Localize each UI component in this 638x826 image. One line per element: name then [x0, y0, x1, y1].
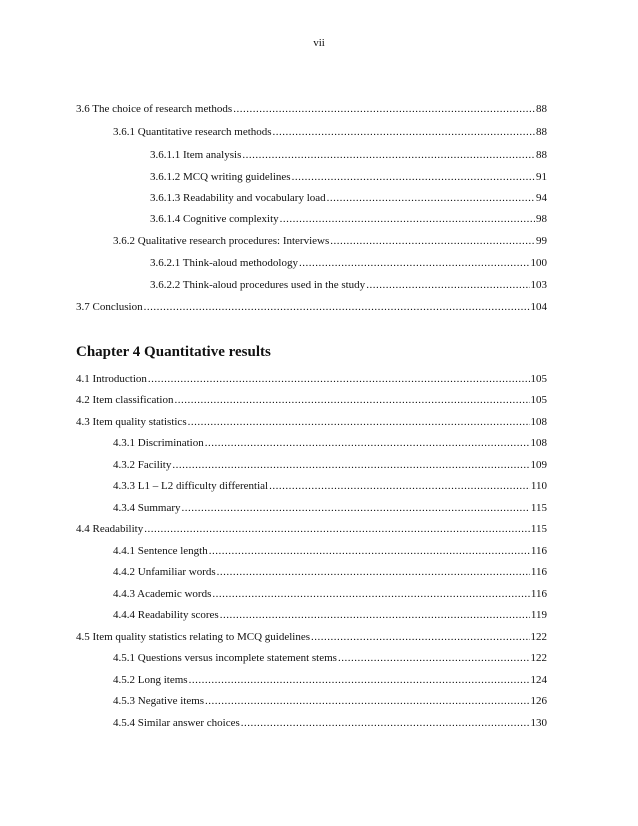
toc-entry-label: 4.4.3 Academic words — [113, 588, 212, 600]
toc-entry[interactable] — [113, 125, 547, 139]
toc-entry-label: 4.4.4 Readability scores — [113, 609, 219, 621]
toc-entry-page: 88 — [536, 149, 547, 161]
dot-leader — [217, 565, 530, 579]
toc-entry[interactable] — [113, 608, 547, 622]
toc-entry-page: 88 — [536, 126, 547, 138]
toc-entry-page: 108 — [530, 416, 547, 428]
dot-leader — [144, 522, 530, 536]
toc-entry[interactable] — [150, 212, 547, 226]
toc-entry-label: 4.5.1 Questions versus incomplete statement stems — [113, 652, 337, 664]
toc-entry[interactable] — [76, 372, 547, 386]
toc-entry-page: 104 — [530, 301, 547, 313]
toc-entry-label: 3.6.2.2 Think-aloud procedures used in the study — [150, 279, 366, 291]
dot-leader — [242, 148, 535, 162]
toc-entry-label: 3.6.1.2 MCQ writing guidelines — [150, 171, 291, 183]
toc-entry-label: 3.6.1.4 Cognitive complexity — [150, 213, 279, 225]
dot-leader — [269, 479, 530, 493]
toc-entry-page: 124 — [530, 674, 547, 686]
dot-leader — [366, 278, 529, 292]
toc-entry[interactable] — [113, 479, 547, 493]
toc-entry-label: 4.3.1 Discrimination — [113, 437, 204, 449]
dot-leader — [273, 125, 535, 139]
toc-entry[interactable] — [150, 148, 547, 162]
toc-entry-label: 4.4 Readability — [76, 523, 144, 535]
toc-entry[interactable] — [76, 102, 547, 116]
dot-leader — [233, 102, 535, 116]
toc-entry-label: 3.7 Conclusion — [76, 301, 143, 313]
toc-entry[interactable] — [150, 191, 547, 205]
dot-leader — [220, 608, 530, 622]
toc-entry[interactable] — [113, 565, 547, 579]
dot-leader — [212, 587, 530, 601]
toc-entry-page: 91 — [536, 171, 547, 183]
toc-entry-page: 130 — [530, 717, 547, 729]
toc-entry[interactable] — [76, 522, 547, 536]
dot-leader — [174, 393, 529, 407]
dot-leader — [330, 234, 535, 248]
toc-entry[interactable] — [113, 716, 547, 730]
toc-entry[interactable] — [76, 300, 547, 314]
toc-entry[interactable] — [113, 544, 547, 558]
toc-entry-label: 4.5.4 Similar answer choices — [113, 717, 240, 729]
toc-entry-label: 4.2 Item classification — [76, 394, 174, 406]
toc-entry[interactable] — [113, 436, 547, 450]
toc-entry[interactable] — [150, 170, 547, 184]
toc-entry-label: 3.6.1.3 Readability and vocabulary load — [150, 192, 326, 204]
toc-entry-label: 4.1 Introduction — [76, 373, 147, 385]
toc-entry-page: 126 — [530, 695, 547, 707]
toc-entry-label: 4.3 Item quality statistics — [76, 416, 187, 428]
toc-entry-page: 94 — [536, 192, 547, 204]
toc-entry-label: 4.4.2 Unfamiliar words — [113, 566, 216, 578]
dot-leader — [172, 458, 529, 472]
toc-entry[interactable] — [113, 673, 547, 687]
toc-entry-page: 99 — [536, 235, 547, 247]
toc-entry[interactable] — [113, 458, 547, 472]
toc-entry-page: 122 — [530, 652, 547, 664]
toc-entry-page: 98 — [536, 213, 547, 225]
toc-entry-page: 116 — [530, 545, 547, 557]
toc-entry[interactable] — [76, 630, 547, 644]
toc-entry-label: 3.6.2 Qualitative research procedures: Interviews — [113, 235, 330, 247]
toc-entry-label: 4.5.2 Long items — [113, 674, 188, 686]
toc-entry[interactable] — [113, 651, 547, 665]
dot-leader — [205, 694, 529, 708]
dot-leader — [188, 415, 530, 429]
toc-entry-page: 116 — [530, 588, 547, 600]
toc-entry-label: 4.4.1 Sentence length — [113, 545, 208, 557]
dot-leader — [182, 501, 530, 515]
dot-leader — [189, 673, 530, 687]
toc-entry[interactable] — [150, 256, 547, 270]
dot-leader — [292, 170, 535, 184]
toc-entry-label: 4.3.4 Summary — [113, 502, 181, 514]
toc-entry-page: 105 — [530, 373, 547, 385]
dot-leader — [144, 300, 530, 314]
toc-entry-page: 122 — [530, 631, 547, 643]
dot-leader — [148, 372, 530, 386]
toc-entry[interactable] — [76, 393, 547, 407]
toc-entry-label: 3.6.1.1 Item analysis — [150, 149, 242, 161]
page-number: vii — [313, 37, 325, 49]
toc-entry-page: 115 — [530, 502, 547, 514]
toc-entry[interactable] — [113, 234, 547, 248]
toc-entry-label: 4.3.3 L1 – L2 difficulty differential — [113, 480, 269, 492]
dot-leader — [280, 212, 535, 226]
toc-entry-page: 110 — [530, 480, 547, 492]
dot-leader — [327, 191, 535, 205]
toc-entry[interactable] — [113, 587, 547, 601]
toc-entry-page: 100 — [530, 257, 547, 269]
dot-leader — [209, 544, 530, 558]
toc-entry-page: 108 — [530, 437, 547, 449]
dot-leader — [299, 256, 530, 270]
toc-entry-page: 103 — [530, 279, 547, 291]
dot-leader — [311, 630, 529, 644]
toc-entry-page: 119 — [530, 609, 547, 621]
toc-entry-label: 4.5 Item quality statistics relating to MCQ guidelines — [76, 631, 311, 643]
toc-entry-label: 3.6.1 Quantitative research methods — [113, 126, 272, 138]
toc-entry-label: 4.5.3 Negative items — [113, 695, 205, 707]
chapter-heading[interactable]: Chapter 4 Quantitative results — [76, 344, 271, 360]
dot-leader — [241, 716, 530, 730]
toc-entry-page: 115 — [530, 523, 547, 535]
toc-entry-page: 105 — [530, 394, 547, 406]
toc-entry-page: 116 — [530, 566, 547, 578]
toc-entry[interactable] — [113, 694, 547, 708]
toc-entry[interactable] — [76, 415, 547, 429]
toc-entry[interactable] — [150, 278, 547, 292]
toc-entry-label: 4.3.2 Facility — [113, 459, 172, 471]
dot-leader — [338, 651, 530, 665]
toc-entry-label: 3.6.2.1 Think-aloud methodology — [150, 257, 298, 269]
dot-leader — [205, 436, 530, 450]
toc-entry-label: 3.6 The choice of research methods — [76, 103, 233, 115]
toc-entry-page: 88 — [536, 103, 547, 115]
toc-entry[interactable] — [113, 501, 547, 515]
toc-entry-page: 109 — [530, 459, 547, 471]
